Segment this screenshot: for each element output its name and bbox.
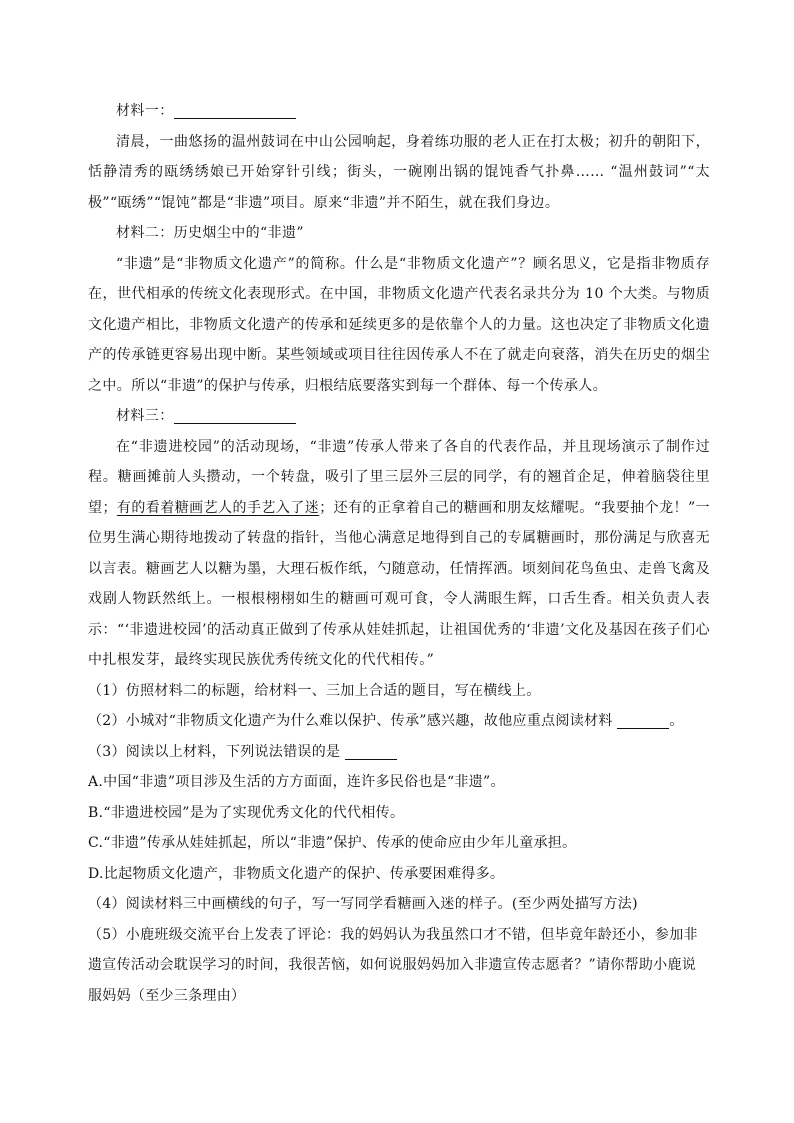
option-b: B.“非遗进校园”是为了实现优秀文化的代代相传。 [88,804,405,821]
material3-title-blank[interactable] [174,407,296,424]
question-2 [88,706,710,737]
question-5: （5）小鹿班级交流平台上发表了评论：我的妈妈认为我虽然口才不错，但毕竟年龄还小，参加非遗宣传活动会耽误学习的时间，我很苦恼，如何说服妈妈加入非遗宣传志愿者？”请你帮助小鹿说服妈妈（至少三条理由） [88,926,698,1004]
material1-label: 材料一： [116,103,174,119]
option-c: C.“非遗”传承从娃娃抓起，所以“非遗”保护、传承的使命应由少年儿童承担。 [88,835,577,851]
question-2-blank[interactable] [617,712,669,729]
material2-paragraph: “非遗”是“非物质文化遗产”的简称。什么是“非物质文化遗产”？顾名思义，它是指非物质存在，世代相承的传统文化表现形式。在中国，非物质文化遗产代表名录共分为 10 个大类。与物质文化遗产相比，非物质文化遗产的传承和延续更多的是依靠个人的力量。这也决定了非物质文化遗产的传承链更容易出现中断。某些领域或项目往往因传承人不在了就走向衰落，消失在历史的烟尘之中。所以“非遗”的保护与传承，归根结底要落实到每一个群体、每一个传承人。 [88,255,710,394]
question-3-blank[interactable] [345,743,397,760]
option-d: D.比起物质文化遗产，非物质文化遗产的保护、传承要困难得多。 [88,865,505,882]
question-2-end: 。 [669,713,684,729]
document-page [88,96,710,1011]
material3-heading [88,401,710,432]
question-2-text: （2）小城对“非物质文化遗产为什么难以保护、传承”感兴趣，故他应重点阅读材料 [88,713,613,729]
material3-paragraph [88,432,710,676]
option-a: A.中国“非遗”项目涉及生活的方方面面，连许多民俗也是“非遗”。 [88,774,505,790]
material1-heading [88,96,710,127]
material3-text-b: ；还有的正拿着自己的糖画和朋友炫耀呢。“我要抽个龙！”一位男生满心期待地拨动了转盘的指针，当他心满意足地得到自己的专属糖画时，那份满足与欣喜无以言表。糖画艺人以糖为墨，大理石板作纸，勺随意动，任情挥洒。顷刻间花鸟鱼虫、走兽飞禽及戏剧人物跃然纸上。一根根栩栩如生的糖画可观可食，令人满眼生辉，口舌生香。相关负责人表示：“‘非遗进校园’的活动真正做到了传承从娃娃抓起，让祖国优秀的‘非遗’文化及基因在孩子们心中扎根发芽，最终实现民族优秀传统文化的代代相传。” [88,499,710,668]
underlined-sentence: 有的看着糖画艺人的手艺入了迷 [116,499,320,516]
material3-label: 材料三： [116,408,174,424]
question-1: （1）仿照材料二的标题，给材料一、三加上合适的题目，写在横线上。 [88,682,541,699]
material2-heading: 材料二：历史烟尘中的“非遗” [116,225,304,241]
material1-paragraph: 清晨，一曲悠扬的温州鼓词在中山公园响起，身着练功服的老人正在打太极；初升的朝阳下，恬静清秀的瓯绣绣娘已开始穿针引线；街头，一碗刚出锅的馄饨香气扑鼻…… “温州鼓词”“太极”“瓯绣”“馄饨”都是“非遗”项目。原来“非遗”并不陌生，就在我们身边。 [88,133,710,211]
question-4: （4）阅读材料三中画横线的句子，写一写同学看糖画入迷的样子。(至少两处描写方法) [88,896,638,912]
question-3-text: （3）阅读以上材料，下列说法错误的是 [88,743,341,760]
material1-title-blank[interactable] [174,102,296,119]
material3-text-a: 在“非遗进校园”的活动现场，“非遗”传承人带来了各自的代表作品，并且现场演示了制作过程。糖画摊前人头攒动，一个转盘，吸引了里三层外三层的同学，有的翘首企足，伸着脑袋往里望； [88,438,710,516]
question-3 [88,737,710,768]
